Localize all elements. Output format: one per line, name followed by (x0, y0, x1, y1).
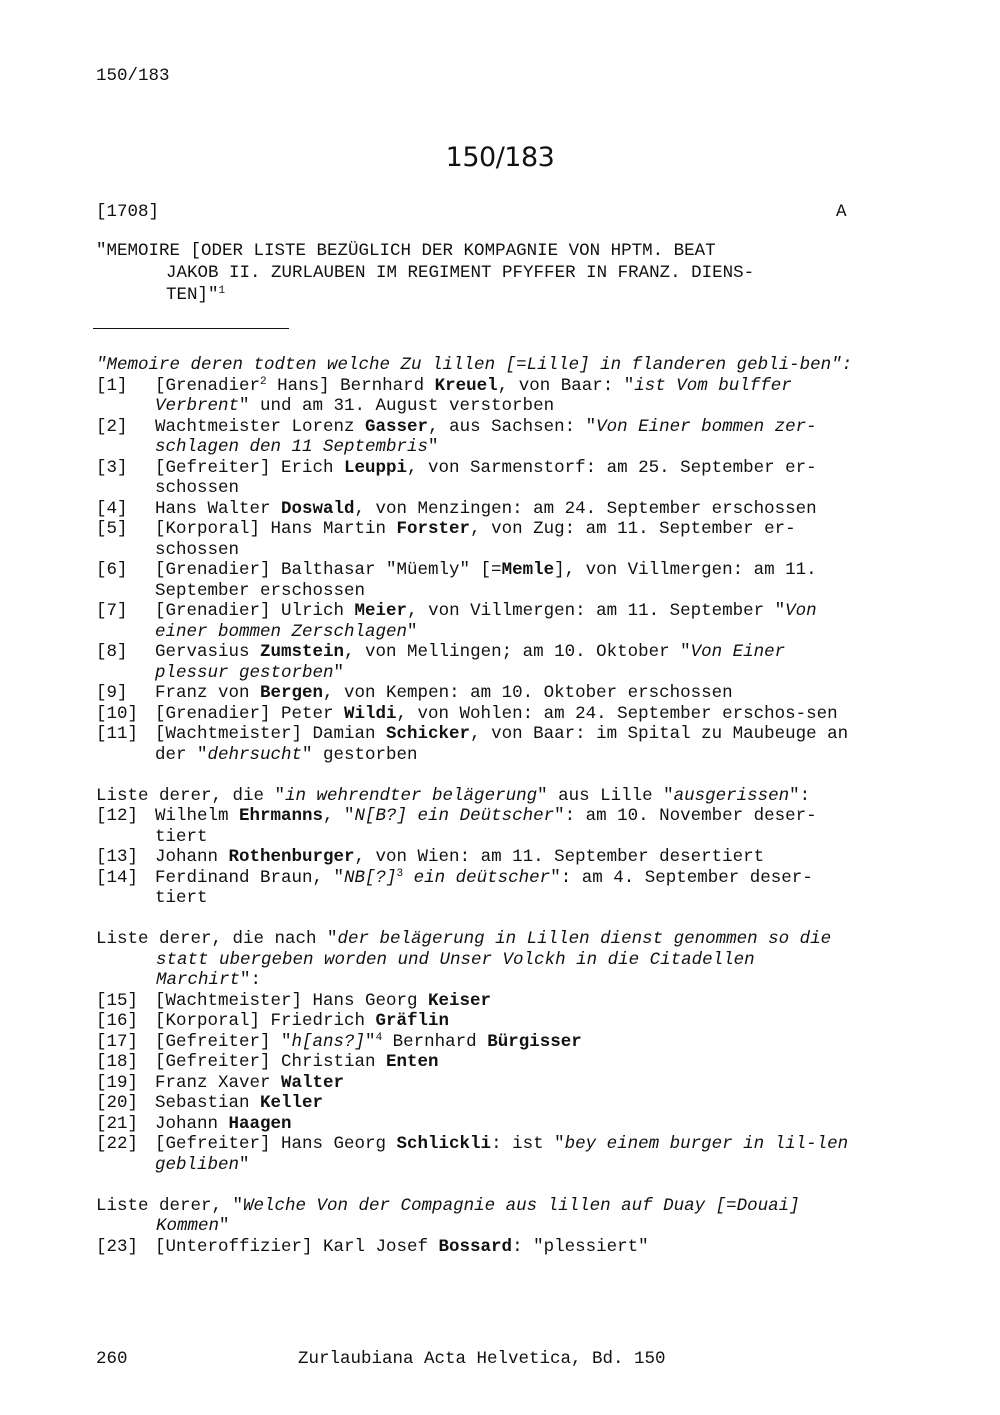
quoted-text: "Memoire deren todten welche Zu lillen [=Lille] in flanderen gebli-ben": (96, 355, 853, 375)
list-item (96, 1114, 858, 1135)
surname: Walter (281, 1072, 345, 1093)
text-run: " (219, 1216, 230, 1236)
quoted-text: bey einem burger in lil-len gebliben (155, 1134, 849, 1175)
memoire-body (96, 355, 858, 1257)
list-item (96, 683, 858, 704)
quoted-text: Von Einer bommen zer-schlagen den 11 Septembris (155, 416, 817, 457)
quoted-text: ausgerissen (673, 785, 790, 806)
section-intro (96, 1196, 858, 1237)
entry-text (155, 560, 858, 601)
text-run: " aus Lille " (537, 785, 674, 806)
document-letter-marker: A (836, 202, 847, 222)
list-item (96, 991, 858, 1012)
text-run: , von Sarmenstorf: am 25. September er-schossen (155, 457, 817, 498)
quoted-text: Welche Von der Compagnie aus lillen auf Duay [=Douai] Kommen (156, 1195, 800, 1236)
entry-text (155, 724, 858, 765)
text-run: " gestorben (302, 744, 418, 765)
footnote-marker: 4 (375, 1031, 383, 1044)
entry-number: [12] (96, 806, 139, 826)
text-run: ": (789, 785, 811, 806)
surname: Meier (354, 601, 408, 621)
quoted-text: h[ans?] (291, 1031, 366, 1052)
text-run: Hans] Bernhard (266, 375, 435, 396)
surname: Leuppi (344, 457, 408, 478)
entry-number: [18] (96, 1052, 139, 1072)
text-run: , von Wien: am 11. September desertiert (354, 847, 765, 867)
text-run: [Gefreiter] " (155, 1031, 292, 1052)
text-run: , " (323, 806, 355, 826)
entry-text (155, 417, 858, 458)
surname: Schicker (386, 724, 471, 744)
surname: Doswald (281, 498, 355, 519)
list-item (96, 560, 858, 601)
entry-text (155, 376, 858, 417)
surname: Wildi (344, 703, 397, 724)
surname: Ehrmanns (239, 806, 324, 826)
list-item (96, 868, 858, 909)
text-run: Ferdinand Braun, " (155, 867, 345, 888)
text-run: [Grenadier] Ulrich (155, 601, 355, 621)
text-run: Franz Xaver (155, 1072, 282, 1093)
quoted-text: Von einer bommen Zerschlagen (155, 601, 817, 642)
entry-number: [7] (96, 601, 128, 621)
quoted-text: Von Einer plessur gestorben (155, 642, 786, 683)
text-run: [Unteroffizier] Karl Josef (155, 1236, 439, 1257)
text-run: Hans Walter (155, 498, 282, 519)
entry-number: [21] (96, 1113, 139, 1134)
quoted-text: ein deütscher (403, 867, 551, 888)
entry-number: [16] (96, 1011, 139, 1031)
footnote-marker: 1 (218, 285, 226, 297)
entry-text (155, 1114, 858, 1135)
entry-text (155, 1032, 858, 1053)
surname: Bergen (260, 683, 324, 703)
text-run: " (428, 437, 439, 457)
text-run: ": am 10. November deser-tiert (155, 806, 817, 847)
entry-text (155, 1237, 858, 1258)
journal-title: Zurlaubiana Acta Helvetica, Bd. 150 (298, 1349, 666, 1369)
surname: Schlickli (396, 1134, 492, 1154)
text-run: ": (240, 970, 262, 990)
entry-number: [8] (96, 642, 128, 662)
surname: Zumstein (260, 642, 345, 662)
quoted-text: N[B?] ein Deütscher (354, 806, 555, 826)
list-item (96, 1134, 858, 1175)
document-heading (96, 240, 856, 306)
entry-text (155, 847, 858, 868)
text-run: , von Kempen: am 10. Oktober erschossen (323, 683, 733, 703)
entry-text (155, 806, 858, 847)
list-item (96, 1237, 858, 1258)
text-run: , von Villmergen: am 11. September " (407, 601, 786, 621)
entry-text (155, 991, 858, 1012)
page-number: 260 (96, 1349, 128, 1369)
surname: Keller (260, 1093, 324, 1113)
entry-text (155, 868, 858, 909)
entry-number: [13] (96, 847, 139, 867)
text-run: [Grenadier] Balthasar "Müemly" [= (155, 560, 502, 580)
text-run: [Gefreiter] Christian (155, 1052, 387, 1072)
entry-number: [5] (96, 519, 128, 539)
entry-number: [17] (96, 1031, 139, 1052)
entry-number: [3] (96, 457, 128, 478)
section-intro (96, 929, 858, 991)
text-run: Liste derer, die nach " (96, 929, 338, 949)
surname: Bürgisser (487, 1031, 582, 1052)
footnote-separator-rule (93, 328, 289, 329)
section-spacer (96, 1175, 858, 1196)
text-run: [Korporal] Hans Martin (155, 519, 397, 539)
surname: Memle (501, 560, 555, 580)
entry-text (155, 458, 858, 499)
entry-text (155, 642, 858, 683)
surname: Enten (386, 1052, 439, 1072)
list-item (96, 417, 858, 458)
surname: Gräflin (375, 1011, 450, 1031)
text-run: " (333, 662, 345, 683)
surname: Keiser (428, 990, 492, 1011)
list-item (96, 1011, 858, 1032)
entry-number: [2] (96, 416, 128, 437)
entry-text (155, 683, 858, 704)
surname: Forster (396, 519, 471, 539)
list-item (96, 601, 858, 642)
document-number-title: 150/183 (445, 142, 555, 173)
list-item (96, 724, 858, 765)
text-run: , von Baar: " (497, 375, 635, 396)
text-run: [Grenadier (155, 375, 261, 396)
list-item (96, 1073, 858, 1094)
text-run: Wilhelm (155, 806, 240, 826)
text-run: [Wachtmeister] Damian (155, 724, 387, 744)
section-spacer (96, 765, 858, 786)
list-item (96, 499, 858, 520)
quoted-text: der belägerung in Lillen dienst genommen so die statt ubergeben worden und Unser Volckh in die Citadellen Marchirt (156, 929, 832, 990)
entry-text (155, 1093, 858, 1114)
text-run: , aus Sachsen: " (428, 416, 597, 437)
list-item (96, 1052, 858, 1073)
list-item (96, 642, 858, 683)
text-run: " (407, 621, 418, 642)
quoted-text: dehrsucht (207, 744, 303, 765)
list-item (96, 1093, 858, 1114)
text-run: Johann (155, 1113, 229, 1134)
entry-number: [6] (96, 560, 128, 580)
text-run: " (239, 1154, 250, 1175)
surname: Kreuel (434, 375, 498, 396)
section-intro (96, 786, 858, 807)
text-run: , von Wohlen: am 24. September erschos-sen (396, 703, 838, 724)
section-spacer (96, 909, 858, 930)
entry-number: [11] (96, 724, 139, 744)
text-run: Bernhard (382, 1031, 488, 1052)
list-item (96, 519, 858, 560)
text-run: Wachtmeister Lorenz (155, 416, 366, 437)
entry-number: [1] (96, 375, 128, 396)
quoted-text: NB[?] (344, 867, 397, 888)
text-run: , von Menzingen: am 24. September erschossen (354, 498, 817, 519)
entry-text (155, 1134, 858, 1175)
entry-text (155, 704, 858, 725)
page-reference-label: 150/183 (96, 66, 170, 86)
text-run: ": am 4. September deser-tiert (155, 867, 813, 908)
text-run: , von Baar: im Spital zu Maubeuge an der " (155, 724, 849, 765)
list-item (96, 806, 858, 847)
entry-number: [10] (96, 703, 139, 724)
text-run: : ist " (491, 1134, 565, 1154)
heading-line: "MEMOIRE [ODER LISTE BEZÜGLICH DER KOMPAGNIE VON HPTM. BEAT (96, 241, 716, 261)
entry-text (155, 519, 858, 560)
list-item (96, 847, 858, 868)
text-run: , von Mellingen; am 10. Oktober " (344, 642, 691, 662)
entry-number: [9] (96, 683, 128, 703)
entry-text (155, 1052, 858, 1073)
heading-line: TEN]"$^1$ (166, 285, 226, 305)
text-run: [Korporal] Friedrich (155, 1011, 376, 1031)
surname: Rothenburger (228, 847, 355, 867)
entry-number: [15] (96, 990, 139, 1011)
entry-number: [19] (96, 1072, 139, 1093)
text-run: , von Zug: am 11. September er-schossen (155, 519, 796, 560)
text-run: Sebastian (155, 1093, 261, 1113)
entry-number: [14] (96, 867, 139, 888)
entry-text (155, 499, 858, 520)
text-run: ], von Villmergen: am 11. September erschossen (155, 560, 817, 601)
entry-number: [22] (96, 1134, 139, 1154)
text-run: [Gefreiter] Erich (155, 457, 345, 478)
text-run: Liste derer, " (96, 1195, 244, 1216)
entry-number: [4] (96, 498, 128, 519)
text-run: Johann (155, 847, 229, 867)
text-run: [Wachtmeister] Hans Georg (155, 990, 429, 1011)
footnote-marker: 2 (260, 375, 267, 388)
surname: Gasser (365, 416, 429, 437)
text-run: " (365, 1031, 376, 1052)
entry-text (155, 1073, 858, 1094)
entry-text (155, 601, 858, 642)
entry-number: [20] (96, 1093, 139, 1113)
text-run: " und am 31. August verstorben (239, 396, 555, 416)
surname: Bossard (438, 1236, 513, 1257)
document-date: [1708] (96, 202, 160, 222)
text-run: Gervasius (155, 642, 261, 662)
quoted-text: ist Vom bulffer Verbrent (155, 375, 792, 416)
list-item (96, 458, 858, 499)
entry-text (155, 1011, 858, 1032)
list-item (96, 704, 858, 725)
footnote-marker: 3 (396, 867, 404, 880)
text-run: Franz von (155, 683, 261, 703)
text-run: [Gefreiter] Hans Georg (155, 1134, 397, 1154)
heading-line: JAKOB II. ZURLAUBEN IM REGIMENT PFYFFER IN FRANZ. DIENS- (166, 263, 755, 283)
list-item (96, 1032, 858, 1053)
section-intro (96, 355, 858, 376)
entry-number: [23] (96, 1236, 139, 1257)
surname: Haagen (228, 1113, 292, 1134)
text-run: : "plessiert" (512, 1236, 649, 1257)
quoted-text: in wehrendter belägerung (285, 785, 538, 806)
text-run: Liste derer, die " (96, 785, 286, 806)
text-run: [Grenadier] Peter (155, 703, 345, 724)
list-item (96, 376, 858, 417)
